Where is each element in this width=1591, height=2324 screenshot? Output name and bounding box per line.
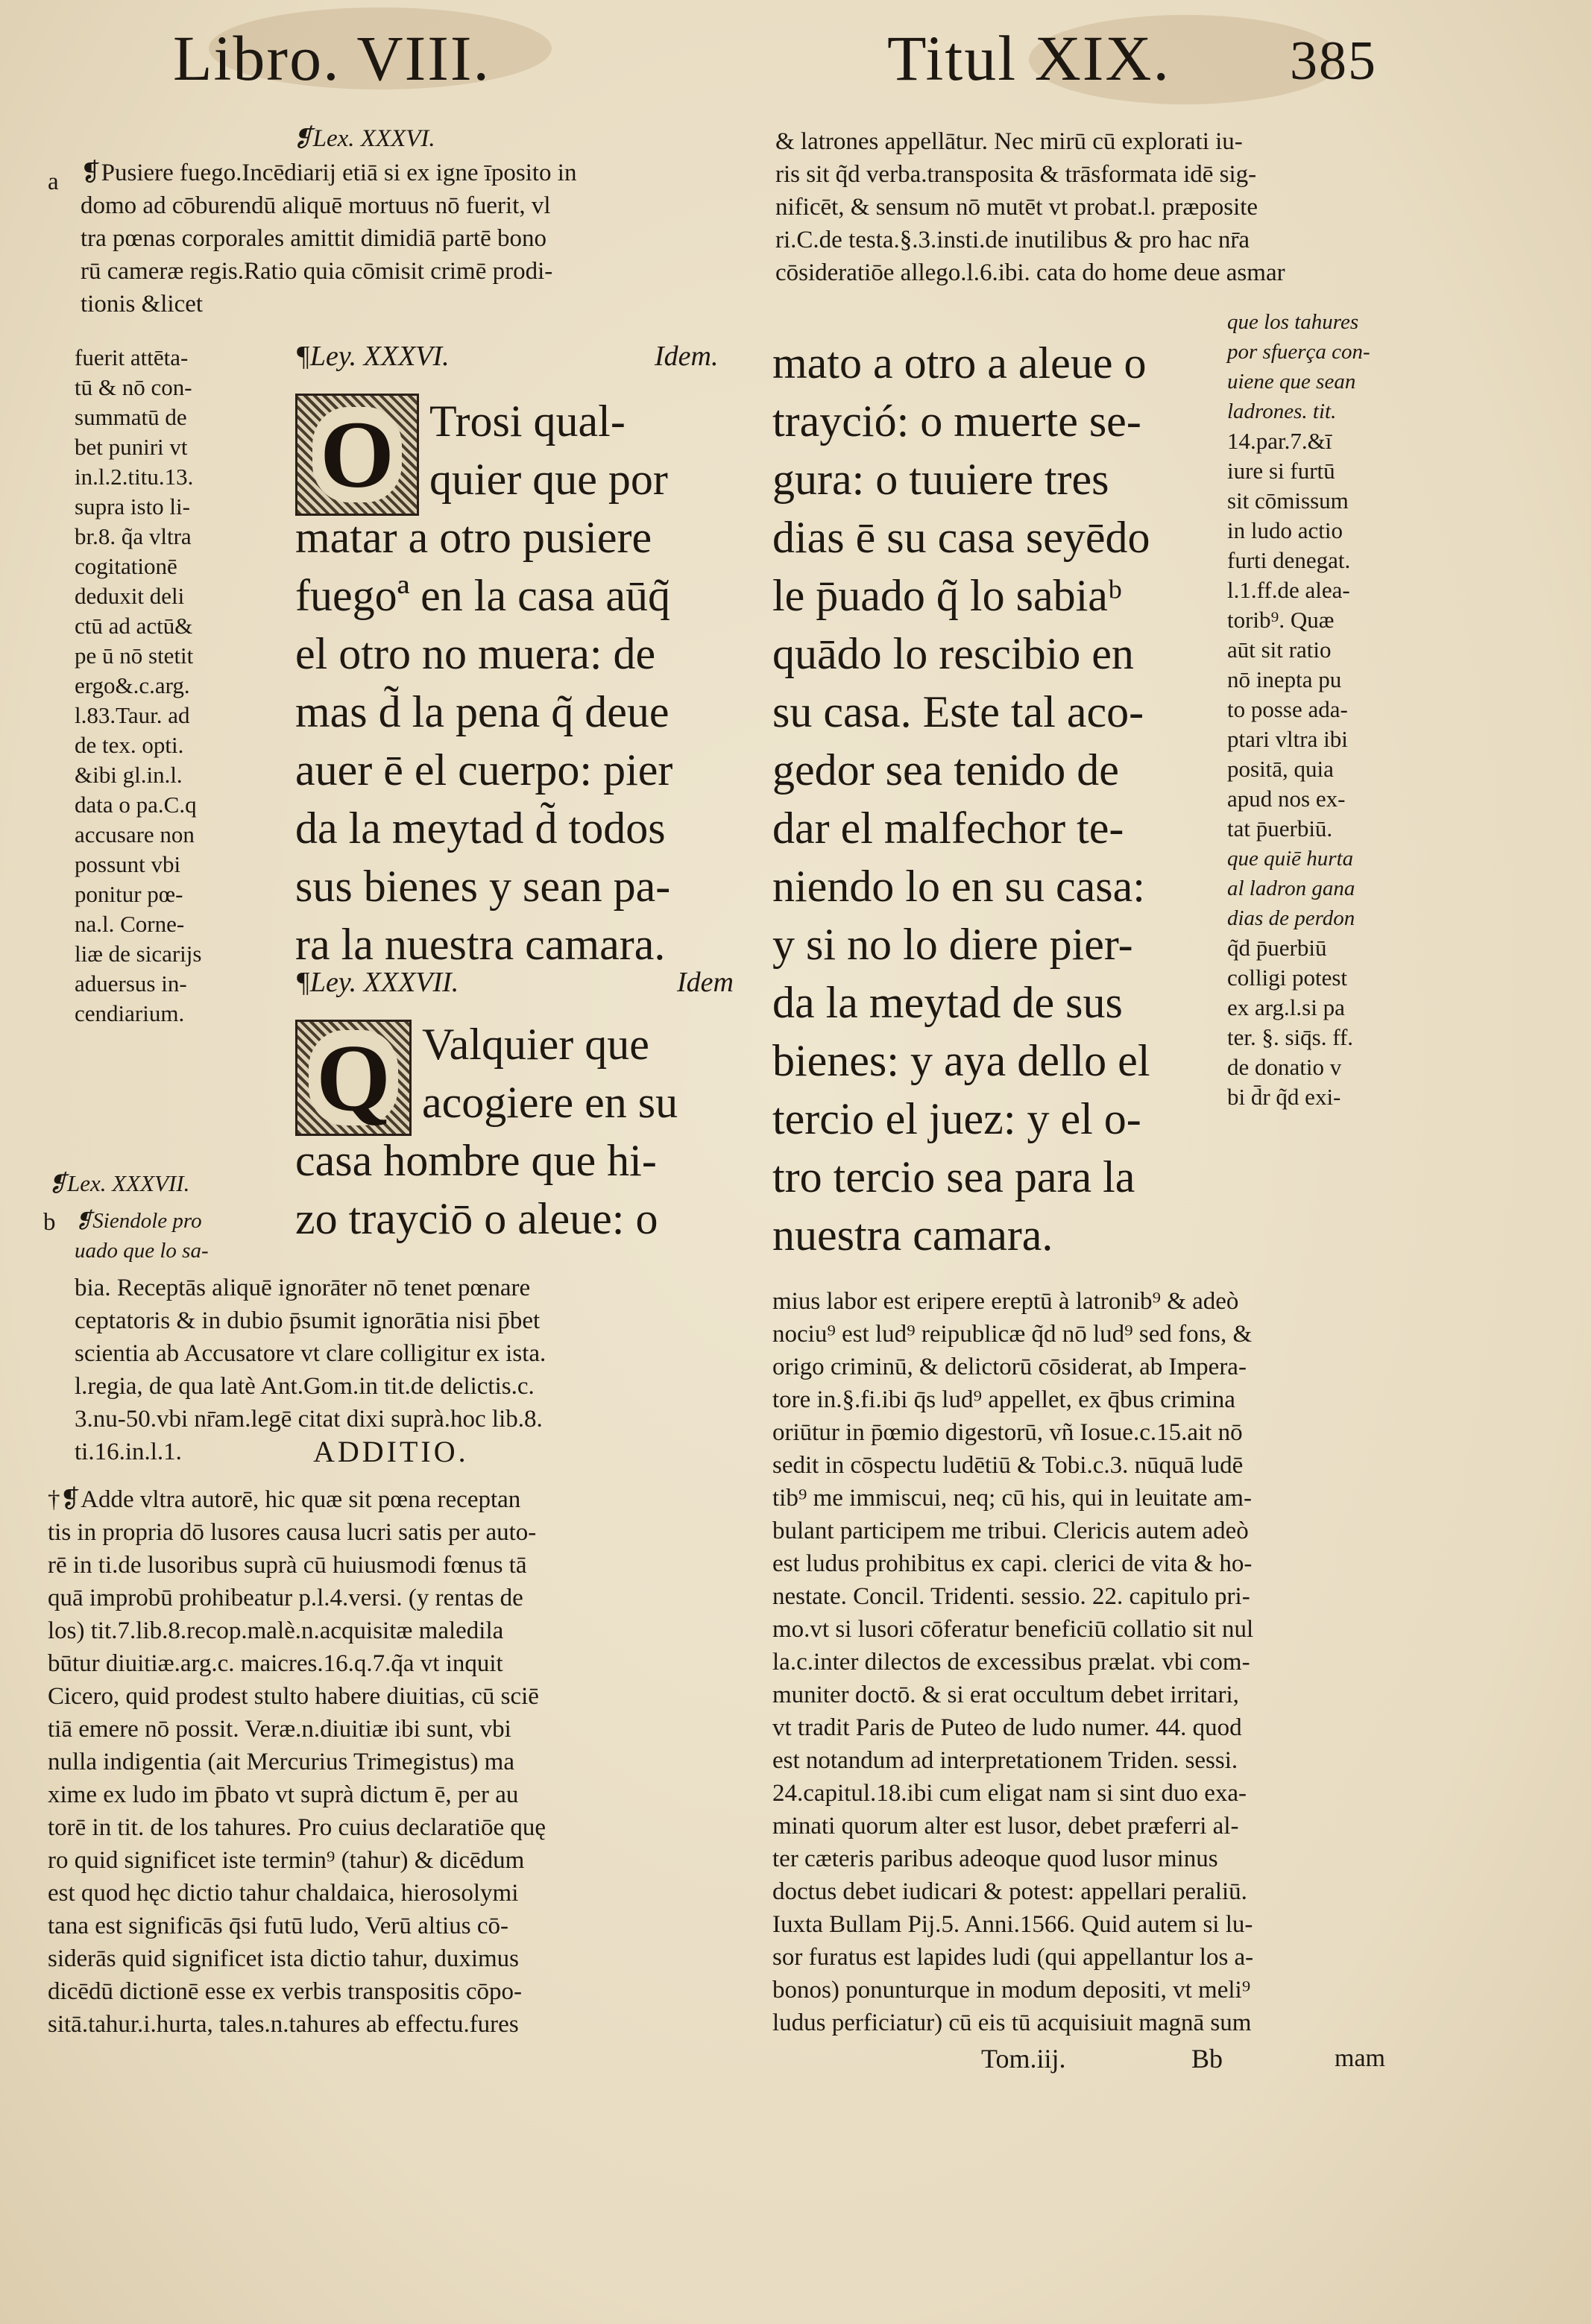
law-line: dias ē su casa seyēdo [772,513,1150,562]
law-line: quier que por [429,455,668,504]
gloss-line: tū & nō con- [75,374,192,400]
gloss-line: nō inepta pu [1227,666,1342,692]
gloss-line: to posse ada- [1227,696,1348,722]
text-line: vt tradit Paris de Puteo de ludo numer. 44. quod [772,1714,1242,1741]
additio-heading: ADDITIO. [313,1435,469,1468]
gloss-line: que los tahures [1227,310,1359,334]
gloss-line: ter. §. siq̄s. ff. [1227,1024,1354,1050]
text-line: origo criminū, & delictorū cōsiderat, ab Impera- [772,1354,1247,1380]
text-line: sor furatus est lapides ludi (qui appellantur los a- [772,1944,1254,1971]
gloss-line: l.1.ff.de alea- [1227,577,1350,603]
text-line: mo.vt si lusori cōferatur beneficiū collatio sit nul [772,1616,1254,1643]
law-line: le p̄uado q̃ lo sabiaᵇ [772,571,1122,620]
text-line: ris sit q̃d verba.transposita & trāsformata idē sig- [775,161,1257,188]
lex-37-gloss [75,1206,209,1266]
law-line: sus bienes y sean pa- [295,862,671,911]
law-line: matar a otro pusiere [295,513,652,562]
gloss-line: aūt sit ratio [1227,637,1332,663]
signature-mark: Bb [1191,2044,1223,2074]
gloss-line: ladrones. tit. [1227,400,1337,423]
page-number: 385 [1290,31,1377,92]
gloss-line: pe ū nō stetit [75,642,194,669]
text-line: būtur diuitiæ.arg.c. maicres.16.q.7.q̃a vt inquit [48,1650,503,1677]
running-head-libro: Libro. VIII. [173,22,491,94]
gloss-line: de donatio v [1227,1054,1342,1080]
text-line: oriūtur in p̄œmio digestorū, vñ Iosue.c.15.ait nō [772,1419,1243,1446]
text-line: rē in ti.de lusoribus suprà cū huiusmodi fœnus tā [48,1552,527,1579]
text-line: bonos) ponunturque in modum depositi, vt meli⁹ [772,1977,1251,2003]
gloss-line: bet puniri vt [75,434,188,460]
text-line: tore in.§.fi.ibi q̄s lud⁹ appellet, ex q̄bus crimina [772,1386,1235,1413]
lex-37-commentary [75,1272,546,1468]
gloss-line: torib⁹. Quæ [1227,607,1335,633]
text-line: & latrones appellātur. Nec mirū cū explorati iu- [775,128,1243,155]
law-line: quādo lo rescibio en [772,629,1134,678]
gloss-line: ptari vltra ibi [1227,726,1348,752]
text-line: doctus debet iudicari & potest: appellari peraliū. [772,1878,1247,1905]
text-line: rū cameræ regis.Ratio quia cōmisit crimē prodi- [81,258,553,285]
commentary-block-top-right [775,125,1285,289]
gloss-line: br.8. q̃a vltra [75,523,192,549]
law-line: su casa. Este tal aco- [772,687,1144,736]
text-line: bulant participem me tribui. Clericis autem adeò [772,1518,1249,1544]
law-line: y si no lo diere pier- [772,920,1133,969]
text-line: xime ex ludo im p̄bato vt suprà dictum ē, per au [48,1781,519,1808]
ley-36-idem: Idem. [655,341,719,372]
gloss-line: q̃d p̄uerbiū [1227,935,1327,961]
gloss-line: colligi potest [1227,964,1348,991]
gloss-line: liæ de sicarijs [75,941,202,967]
gloss-line: ❡Siendole pro [75,1209,202,1233]
text-line: est quod hęc dictio tahur chaldaica, hierosolymi [48,1880,519,1907]
gloss-line: supra isto li- [75,493,190,520]
lex-37-heading: ❡Lex. XXXVII. [48,1170,190,1196]
text-line: est notandum ad interpretationem Triden. sessi. [772,1747,1238,1774]
law-line: Trosi qual- [429,397,626,446]
ley-37-text-indented [422,1015,678,1131]
law-line: zo trayciō o aleue: o [295,1194,658,1243]
law-line: auer ē el cuerpo: pier [295,745,673,795]
law-line: mato a otro a aleue o [772,338,1147,388]
gloss-line: ex arg.l.si pa [1227,994,1345,1020]
text-line: ti.16.in.l.1. [75,1439,182,1465]
text-line: sitā.tahur.i.hurta, tales.n.tahures ab effectu.fures [48,2011,519,2038]
gloss-line: fuerit attēta- [75,344,189,370]
gloss-line: accusare non [75,821,195,847]
text-line: quā improbū prohibeatur p.l.4.versi. (y rentas de [48,1585,523,1611]
law-line: acogiere en su [422,1078,678,1127]
gloss-line: cogitationē [75,553,177,579]
law-line: casa hombre que hi- [295,1136,657,1185]
text-line: nulla indigentia (ait Mercurius Trimegistus) ma [48,1749,515,1775]
law-line: trayció: o muerte se- [772,397,1141,446]
text-line: domo ad cōburendū aliquē mortuus nō fuerit, vl [81,192,551,219]
gloss-line: al ladron gana [1227,877,1355,900]
law-line: dar el malfechor te- [772,803,1124,853]
gloss-line: bi d̄r q̃d exi- [1227,1084,1341,1110]
gloss-line: cendiarium. [75,1000,185,1026]
law-line: Valquier que [422,1020,649,1069]
text-line: Iuxta Bullam Pij.5. Anni.1566. Quid autem si lu- [772,1911,1253,1938]
text-line: nificēt, & sensum nō mutēt vt probat.l. præposite [775,194,1258,221]
gloss-line: ponitur pœ- [75,881,183,907]
text-line: ter cæteris paribus adeoque quod lusor minus [772,1845,1218,1872]
text-line: ceptatoris & in dubio p̄sumit ignorātia nisi p̄bet [75,1307,541,1334]
text-line: minati quorum alter est lusor, debet præferri al- [772,1813,1239,1840]
gloss-line: deduxit deli [75,583,185,609]
left-margin-gloss [75,343,201,1029]
text-line: muniter doctō. & si erat occultum debet irritari, [772,1682,1239,1708]
law-line: bienes: y aya dello el [772,1036,1150,1085]
text-line: mius labor est eripere ereptū à latronib⁹ & adeò [772,1288,1239,1315]
law-line: fuegoª en la casa aūq̃ [295,571,670,620]
ley-36-heading: ¶Ley. XXXVI. [295,341,450,372]
ley-37-idem: Idem [677,967,734,998]
gloss-line: data o pa.C.q [75,792,197,818]
decorated-initial-q [295,1020,412,1136]
text-line: tib⁹ me immiscui, neq; cū his, qui in leuitate am- [772,1485,1252,1512]
text-line: torē in tit. de los tahures. Pro cuius declaratiōe quę [48,1814,546,1841]
text-line: Cicero, quid prodest stulto habere diuitias, cū sciē [48,1683,539,1710]
law-line: niendo lo en su casa: [772,862,1145,911]
law-line: gedor sea tenido de [772,745,1119,795]
text-line: cōsideratiōe allego.l.6.ibi. cata do home deue asmar [775,259,1285,286]
gloss-line: de tex. opti. [75,732,184,758]
text-line: est ludus prohibitus ex capi. clerici de vita & ho- [772,1550,1253,1577]
ley-36-text [295,508,672,973]
gloss-line: iure si furtū [1227,458,1335,484]
law-line: tercio el juez: y el o- [772,1094,1141,1143]
text-line: ri.C.de testa.§.3.insti.de inutilibus & pro hac nr̄a [775,227,1250,253]
ley-37-continuation [772,334,1150,1264]
text-line: tra pœnas corporales amittit dimidiā partē bono [81,225,546,252]
text-line: tiā emere nō possit. Veræ.n.diuitiæ ibi sunt, vbi [48,1716,511,1743]
text-line: dicēdū dictionē esse ex verbis transpositis cōpo- [48,1978,523,2005]
text-line: la.c.inter dilectos de excessibus prælat. vbi com- [772,1649,1250,1676]
decorated-initial-o [295,394,419,516]
running-head-titul: Titul XIX. [887,22,1171,94]
gloss-line: furti denegat. [1227,547,1351,573]
lex-36-heading: ❡Lex. XXXVI. [292,125,435,152]
gloss-line: dias de perdon [1227,906,1355,930]
gloss-line: ergo&.c.arg. [75,672,190,698]
law-line: da la meytad de sus [772,978,1123,1027]
gloss-line: ctū ad actū& [75,613,193,639]
gloss-line: 14.par.7.&ī [1227,428,1332,454]
gloss-line: possunt vbi [75,851,181,877]
catchword: mam [1335,2044,1385,2072]
text-line: 3.nu-50.vbi nr̄am.legē citat dixi suprà.hoc lib.8. [75,1406,543,1433]
text-line: †❡Adde vltra autorē, hic quæ sit pœna receptan [48,1486,521,1513]
text-line: 24.capitul.18.ibi cum eligat nam si sint duo exa- [772,1780,1247,1807]
gloss-line: sit cōmissum [1227,487,1349,514]
ley-36-text-indented [429,392,668,508]
text-line: tana est significās q̄si futū ludo, Verū altius cō- [48,1913,509,1939]
gloss-line: que quiē hurta [1227,847,1354,871]
text-line: nestate. Concil. Tridenti. sessio. 22. capitulo pri- [772,1583,1250,1610]
commentary-block-bottom-right [772,1285,1253,2039]
gloss-line: uado que lo sa- [75,1239,209,1263]
volume-line: Tom.iij. [981,2044,1066,2074]
gloss-line: uiene que sean [1227,370,1356,394]
gloss-line: aduersus in- [75,970,187,997]
law-line: gura: o tuuiere tres [772,455,1109,504]
gloss-line: tat p̄uerbiū. [1227,815,1333,841]
gloss-line: in ludo actio [1227,517,1343,543]
gloss-line: in.l.2.titu.13. [75,464,194,490]
text-line: ludus perficiatur) cū eis tū acquisiuit magnā sum [772,2009,1252,2036]
gloss-line: por sfuerça con- [1227,340,1370,364]
law-line: da la meytad d̃ todos [295,803,666,853]
law-line: mas d̃ la pena q̃ deue [295,687,670,736]
gloss-line: positā, quia [1227,756,1334,782]
note-marker-b: b [43,1209,56,1236]
text-line: tionis &licet [81,291,204,318]
right-margin-gloss [1227,307,1370,1112]
text-line: ro quid significet iste termin⁹ (tahur) & dicēdum [48,1847,525,1874]
note-marker-a: a [48,168,59,195]
text-line: ❡Pusiere fuego.Incēdiarij etiā si ex igne īposito in [81,160,577,186]
gloss-line: &ibi gl.in.l. [75,762,183,788]
text-line: bia. Receptās aliquē ignorāter nō tenet pœnare [75,1275,531,1301]
gloss-line: apud nos ex- [1227,786,1346,812]
text-line: l.regia, de qua latè Ant.Gom.in tit.de delictis.c. [75,1373,535,1400]
initial-letter: O [312,407,402,502]
text-line: tis in propria dō lusores causa lucri satis per auto- [48,1519,537,1546]
text-line: sedit in cōspectu ludētiū & Tobi.c.3. nūquā ludē [772,1452,1244,1479]
commentary-block-top-left [81,157,576,321]
text-line: nociu⁹ est lud⁹ reipublicæ q̃d nō lud⁹ sed fons, & [772,1321,1253,1348]
text-line: scientia ab Accusatore vt clare colligitur ex ista. [75,1340,546,1367]
gloss-line: na.l. Corne- [75,911,185,937]
law-line: nuestra camara. [772,1210,1053,1260]
law-line: tro tercio sea para la [772,1152,1135,1202]
ley-37-text [295,1131,658,1248]
gloss-line: l.83.Taur. ad [75,702,190,728]
law-line: ra la nuestra camara. [295,920,666,969]
ley-37-heading: ¶Ley. XXXVII. [295,967,459,998]
additio-commentary [48,1483,546,2041]
gloss-line: summatū de [75,404,187,430]
text-line: los) tit.7.lib.8.recop.malè.n.acquisitæ maledila [48,1617,504,1644]
law-line: el otro no muera: de [295,629,656,678]
initial-letter: Q [309,1030,398,1125]
text-line: siderās quid significet ista dictio tahur, duximus [48,1945,519,1972]
